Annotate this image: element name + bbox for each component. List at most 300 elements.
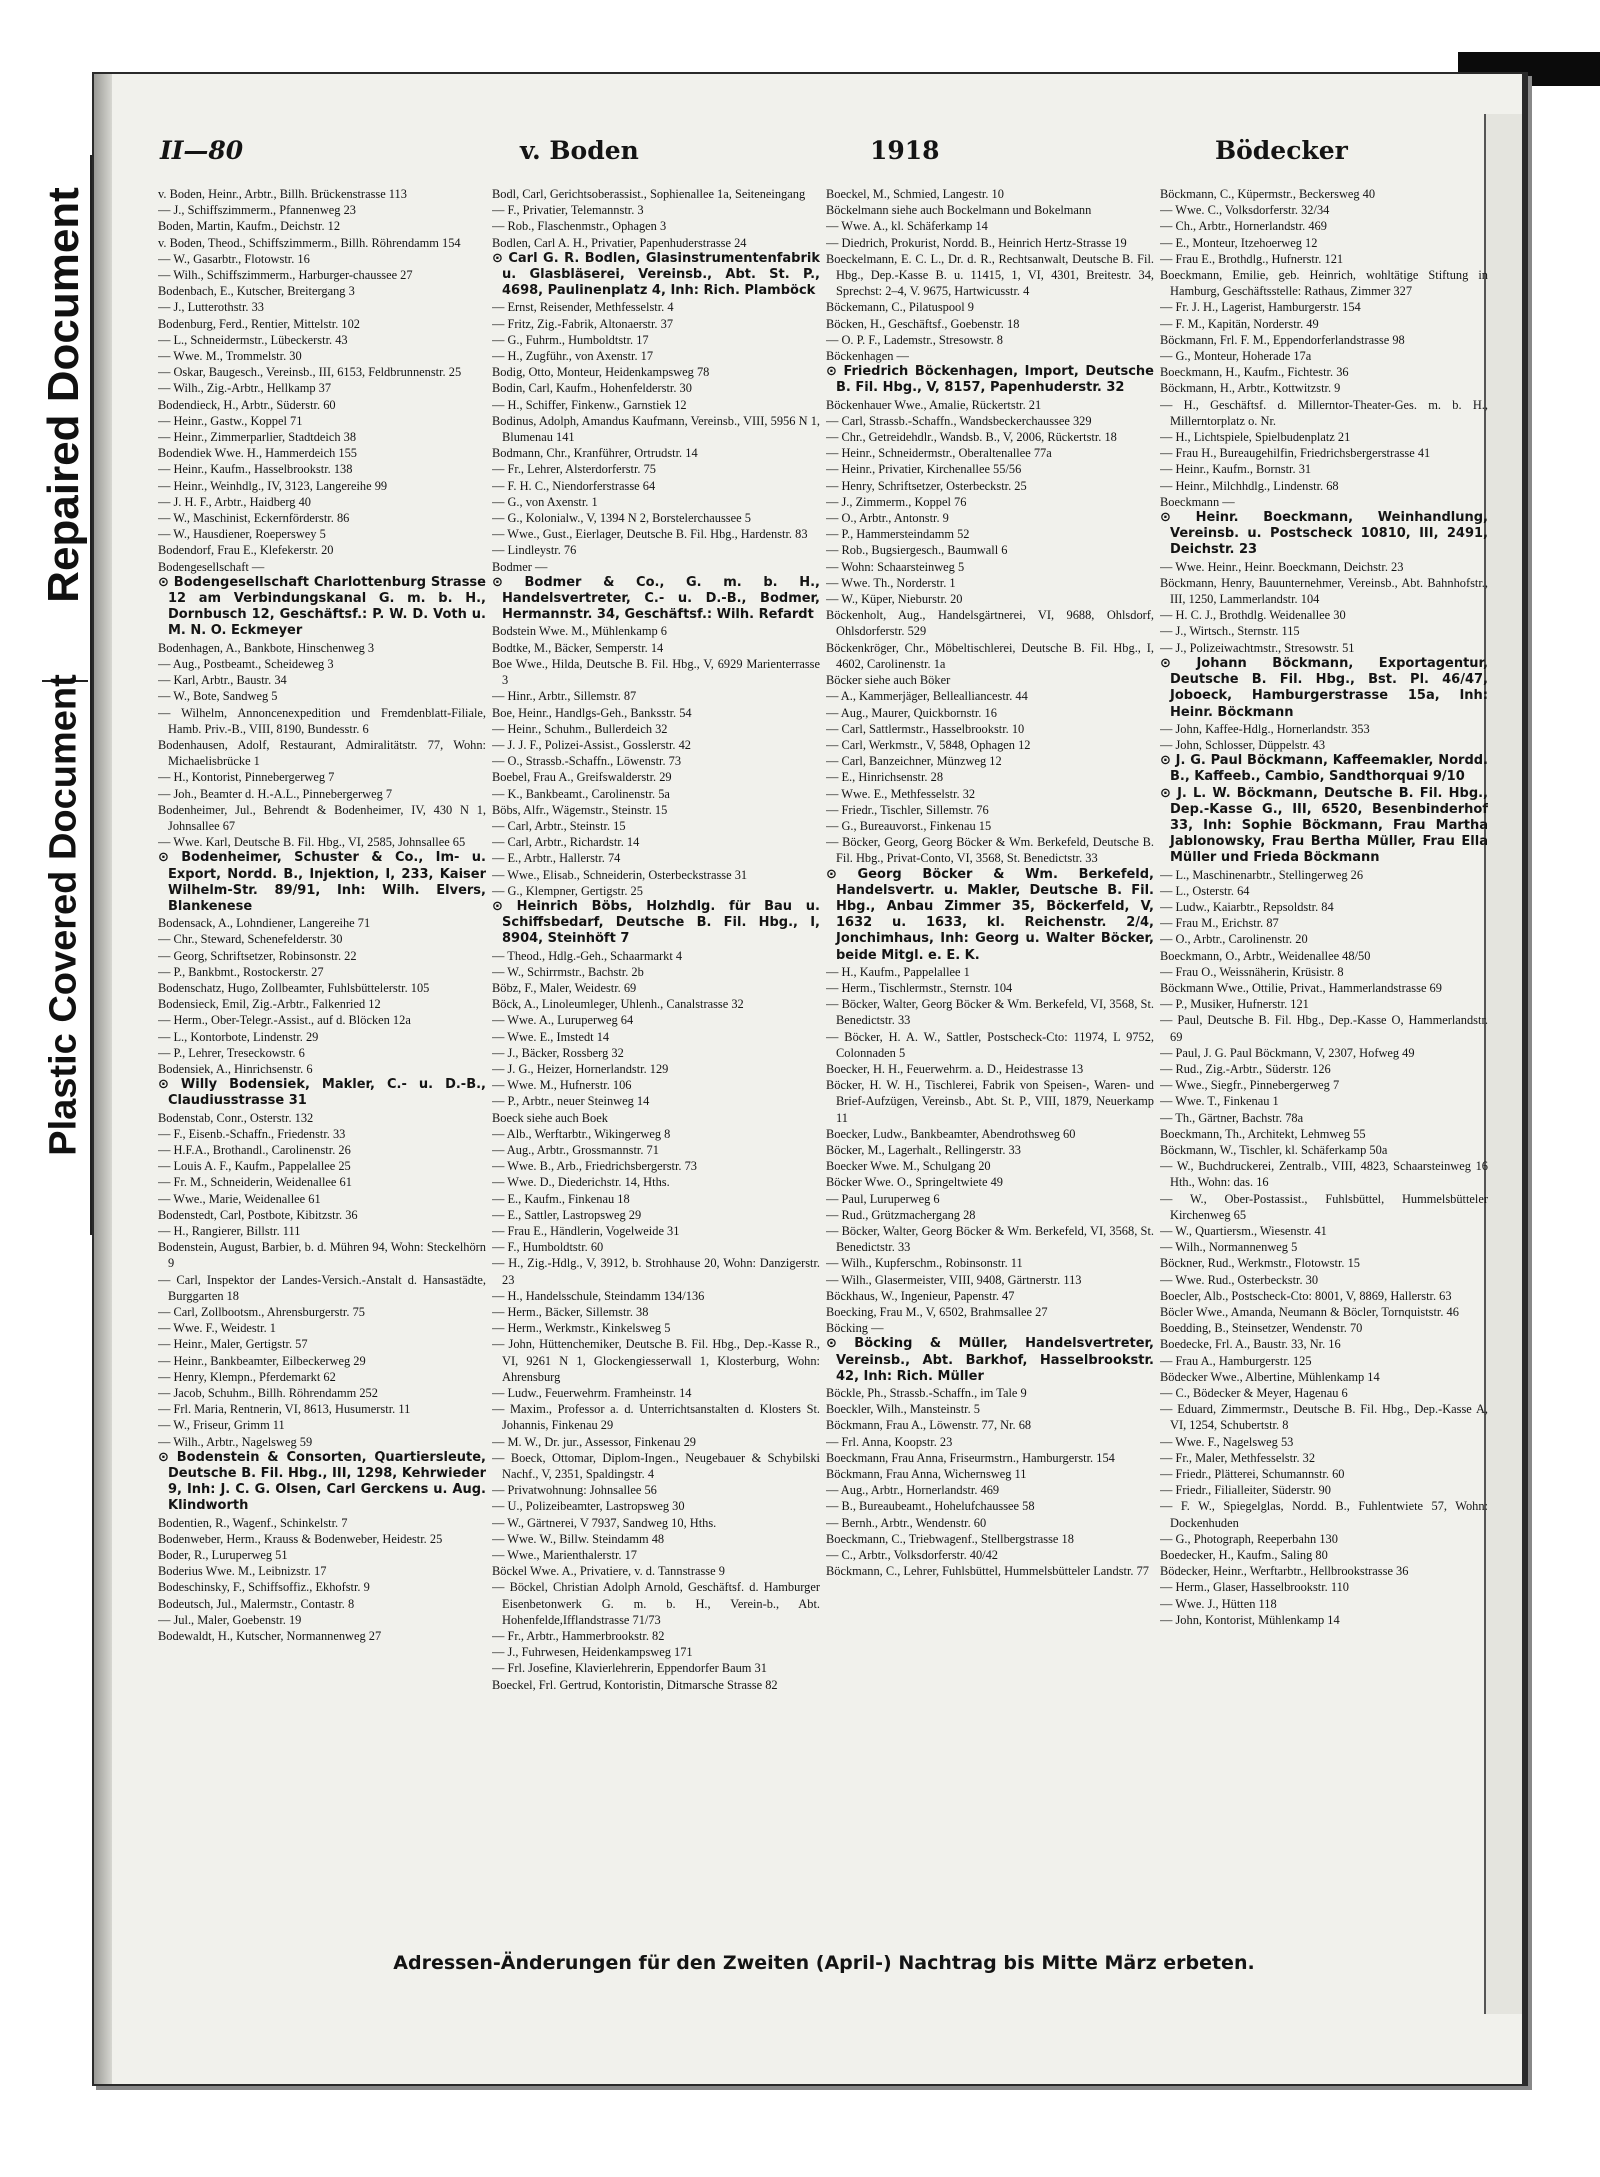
directory-entry: Bödecker Wwe., Albertine, Mühlenkamp 14: [1160, 1369, 1380, 1384]
directory-entry: — H., Zig.-Hdlg., V, 3912, b. Strohhause 20, Wohn: Danzigerstr. 23: [492, 1256, 820, 1287]
directory-entry: Boeckmann, Emilie, geb. Heinrich, wohltätige Stiftung in Hamburg, Geschäftsstelle: Rathaus, Zimmer 327: [1160, 268, 1488, 299]
directory-entry: — Wwe. M., Trommelstr. 30: [158, 349, 302, 364]
directory-entry: Bodenstein, August, Barbier, b. d. Mühren 94, Wohn: Steckelhörn 9: [158, 1240, 486, 1271]
directory-entry: Bodenheimer, Jul., Behrendt & Bodenheimer, IV, 430 N 1, Johnsallee 67: [158, 802, 486, 833]
directory-entry: — L., Osterstr. 64: [1160, 883, 1250, 898]
directory-entry: — Frl. Maria, Rentnerin, VI, 8613, Husumerstr. 11: [158, 1402, 411, 1417]
directory-entry: — Diedrich, Prokurist, Nordd. B., Heinrich Hertz-Strasse 19: [826, 235, 1127, 250]
directory-entry: Bodenbach, E., Kutscher, Breitergang 3: [158, 284, 355, 299]
directory-entry: — Aug., Postbeamt., Scheideweg 3: [158, 656, 334, 671]
directory-entry: — Fr. J. H., Lagerist, Hamburgerstr. 154: [1160, 300, 1361, 315]
directory-entry: — Hinr., Arbtr., Sillemstr. 87: [492, 689, 637, 704]
directory-entry: — H., Schiffer, Finkenw., Garnstiek 12: [492, 397, 687, 412]
directory-entry: — P., Musiker, Hufnerstr. 121: [1160, 997, 1309, 1012]
directory-entry: — Aug., Maurer, Quickbornstr. 16: [826, 705, 997, 720]
directory-entry: — W., Buchdruckerei, Zentralb., VIII, 4823, Schaarsteinweg 16 Hth., Wohn: das. 16: [1160, 1159, 1488, 1190]
directory-entry: — F. W., Spiegelglas, Nordd. B., Fuhlentwiete 57, Wohn: Dockenhuden: [1160, 1499, 1488, 1530]
directory-entry: Bodl, Carl, Gerichtsoberassist., Sophienallee 1a, Seiteneingang: [492, 187, 806, 201]
directory-entry: — Frau H., Bureaugehilfin, Friedrichsbergerstrasse 41: [1160, 446, 1431, 461]
directory-page: [92, 72, 1528, 2086]
directory-entry: — Karl, Arbtr., Baustr. 34: [158, 673, 287, 688]
directory-entry: Boden, Martin, Kaufm., Deichstr. 12: [158, 219, 341, 234]
directory-entry: — Heinr., Privatier, Kirchenallee 55/56: [826, 462, 1022, 477]
directory-entry: Böcking —: [826, 1321, 884, 1336]
directory-entry: — Wwe. F., Nagelsweg 53: [1160, 1434, 1294, 1449]
directory-entry: — J., Polizeiwachtmstr., Stresowstr. 51: [1160, 640, 1355, 655]
directory-entry: — G., Bureauvorst., Finkenau 15: [826, 818, 992, 833]
directory-entry: Bodensiek, A., Hinrichsenstr. 6: [158, 1061, 313, 1076]
directory-entry: — Herm., Glaser, Hasselbrookstr. 110: [1160, 1580, 1349, 1595]
directory-entry: — Wwe. A., kl. Schäferkamp 14: [826, 219, 988, 234]
directory-entry: — Wwe. Rud., Osterbeckstr. 30: [1160, 1272, 1319, 1287]
directory-entry: Boe, Heinr., Handlgs-Geh., Banksstr. 54: [492, 705, 692, 720]
directory-entry: — Heinr., Kaufm., Bornstr. 31: [1160, 462, 1312, 477]
directory-entry: — J., Lutterothstr. 33: [158, 300, 265, 315]
directory-entry: Böcker siehe auch Böker: [826, 673, 951, 688]
document-stamp: [38, 155, 92, 1235]
directory-entry: Boedding, B., Steinsetzer, Wendenstr. 70: [1160, 1321, 1363, 1336]
directory-entry: — Herm., Tischlermstr., Sternstr. 104: [826, 980, 1013, 995]
directory-entry: ⊙ Böcking & Müller, Handelsvertreter, Vereinsb., Abt. Barkhof, Hasselbrookstr. 42, Inh: Rich. Müller: [826, 1336, 1154, 1384]
directory-entry: Bodenstab, Conr., Osterstr. 132: [158, 1110, 314, 1125]
directory-entry: — E., Sattler, Lastropsweg 29: [492, 1207, 642, 1222]
directory-entry: — Heinr., Weinhdlg., IV, 3123, Langereihe 99: [158, 478, 388, 493]
directory-entry: Bodstein Wwe. M., Mühlenkamp 6: [492, 624, 667, 639]
directory-entry: ⊙ Bodengesellschaft Charlottenburg Strasse 12 am Verbindungskanal G. m. b. H., Dornbusch 12, Geschäftsf.: P. W. D. Voth u. M. N. O. Eckmeyer: [158, 574, 486, 639]
directory-entry: — W., Gärtnerei, V 7937, Sandweg 10, Hths.: [492, 1515, 717, 1530]
directory-entry: — P., Lehrer, Treseckowstr. 6: [158, 1045, 305, 1060]
directory-entry: — Oskar, Baugesch., Vereinsb., III, 6153, Feldbrunnenstr. 25: [158, 365, 462, 380]
directory-entry: — Ludw., Feuerwehrm. Framheinstr. 14: [492, 1386, 692, 1401]
directory-entry: Böcken, H., Geschäftsf., Goebenstr. 18: [826, 316, 1020, 331]
directory-entry: — Ernst, Reisender, Methfesselstr. 4: [492, 300, 674, 315]
directory-entry: ⊙ Johann Böckmann, Exportagentur, Deutsche B. Fil. Hbg., Bst. Pl. 46/47, Joboeck, Hamburgerstrasse 15a, Inh: Heinr. Böckmann: [1160, 655, 1488, 720]
directory-entry: Bodendieck, H., Arbtr., Süderstr. 60: [158, 397, 336, 412]
directory-entry: Böckmann Wwe., Ottilie, Privat., Hammerlandstrasse 69: [1160, 980, 1442, 995]
directory-entry: — John, Kaffee-Hdlg., Hornerlandstr. 353: [1160, 721, 1370, 736]
column-4: [1160, 186, 1488, 1936]
directory-entry: — Frau A., Hamburgerstr. 125: [1160, 1353, 1312, 1368]
directory-entry: Böcker Wwe. O., Springeltwiete 49: [826, 1175, 1003, 1190]
directory-entry: Böckel Wwe. A., Privatiere, v. d. Tannstrasse 9: [492, 1564, 725, 1579]
directory-entry: Boeckmann, Frau Anna, Friseurmstrn., Hamburgerstr. 154: [826, 1450, 1115, 1465]
directory-entry: — Wwe. W., Billw. Steindamm 48: [492, 1531, 665, 1546]
directory-entry: Bodeutsch, Jul., Malermstr., Contastr. 8: [158, 1596, 355, 1611]
directory-entry: — J., Bäcker, Rossberg 32: [492, 1045, 624, 1060]
directory-entry: — Carl, Banzeichner, Münzweg 12: [826, 754, 1002, 769]
column-3: [826, 186, 1154, 1936]
directory-entry: Bodewaldt, H., Kutscher, Normannenweg 27: [158, 1629, 382, 1644]
directory-entry: — John, Hüttenchemiker, Deutsche B. Fil. Hbg., Dep.-Kasse R., VI, 9261 N 1, Glockengiesserwall 1, Klosterburg, Wohn: Ahrensburg: [492, 1337, 820, 1384]
directory-entry: — Paul, J. G. Paul Böckmann, V, 2307, Hofweg 49: [1160, 1045, 1415, 1060]
directory-entry: — Wwe. C., Volksdorferstr. 32/34: [1160, 203, 1330, 218]
directory-entry: — W., Schirrmstr., Bachstr. 2b: [492, 964, 644, 979]
page-binding: [94, 74, 112, 2084]
directory-entry: Bodlen, Carl A. H., Privatier, Papenhuderstrasse 24: [492, 235, 747, 250]
directory-entry: Boecking, Frau M., V, 6502, Brahmsallee 27: [826, 1305, 1048, 1320]
next-page-edge: [1484, 114, 1522, 2014]
directory-entry: — Heinr., Bankbeamter, Eilbeckerweg 29: [158, 1353, 366, 1368]
directory-entry: — G., Kolonialw., V, 1394 N 2, Borstelerchaussee 5: [492, 511, 751, 526]
directory-entry: — Maxim., Professor a. d. Unterrichtsanstalten d. Klosters St. Johannis, Finkenau 29: [492, 1402, 820, 1433]
directory-entry: — J. J. F., Polizei-Assist., Gosslerstr. 42: [492, 737, 691, 752]
directory-entry: Böckmann, Frl. F. M., Eppendorferlandstrasse 98: [1160, 332, 1405, 347]
page-number: II—80: [160, 136, 244, 165]
directory-entry: ⊙ J. G. Paul Böckmann, Kaffeemakler, Nordd. B., Kaffeeb., Cambio, Sandthorquai 9/10: [1160, 753, 1488, 785]
directory-entry: — J. G., Heizer, Hornerlandstr. 129: [492, 1061, 669, 1076]
directory-entry: — Rob., Bugsiergesch., Baumwall 6: [826, 543, 1008, 558]
directory-entry: — Wwe. D., Diederichstr. 14, Hths.: [492, 1175, 670, 1190]
directory-entry: — Lindleystr. 76: [492, 543, 577, 558]
directory-entry: Bodengesellschaft —: [158, 559, 265, 574]
header-first-keyword: v. Boden: [520, 136, 639, 165]
directory-entry: Boeckmann, H., Kaufm., Fichtestr. 36: [1160, 365, 1349, 380]
directory-entry: Bodensieck, Emil, Zig.-Arbtr., Falkenried 12: [158, 997, 381, 1012]
directory-entry: Boebel, Frau A., Greifswalderstr. 29: [492, 770, 672, 785]
directory-entry: Boeckmann —: [1160, 494, 1235, 509]
directory-entry: Boecker Wwe. M., Schulgang 20: [826, 1159, 991, 1174]
directory-entry: Boderius Wwe. M., Leibnizstr. 17: [158, 1564, 327, 1579]
directory-entry: — Herm., Bäcker, Sillemstr. 38: [492, 1305, 649, 1320]
directory-entry: — J. H. F., Arbtr., Haidberg 40: [158, 494, 311, 509]
directory-entry: Böcler Wwe., Amanda, Neumann & Böcler, Tornquiststr. 46: [1160, 1305, 1459, 1320]
directory-entry: — O. P. F., Lademstr., Stresowstr. 8: [826, 332, 1003, 347]
directory-entry: Bodenburg, Ferd., Rentier, Mittelstr. 102: [158, 316, 360, 331]
directory-entry: Bodin, Carl, Kaufm., Hohenfelderstr. 30: [492, 381, 692, 396]
directory-entry: ⊙ Carl G. R. Bodlen, Glasinstrumentenfabrik u. Glasbläserei, Vereinsb., Abt. St. P., 4698, Paulinenplatz 4, Inh: Rich. Plamböck: [492, 250, 820, 299]
directory-entry: — Frau M., Erichstr. 87: [1160, 916, 1279, 931]
directory-entry: — E., Kaufm., Finkenau 18: [492, 1191, 630, 1206]
directory-entry: ⊙ Heinrich Böbs, Holzhdlg. für Bau u. Schiffsbedarf, Deutsche B. Fil. Hbg., I, 8904, Steinhöft 7: [492, 898, 820, 947]
directory-entry: Bodmer —: [492, 559, 548, 574]
directory-entry: — P., Arbtr., neuer Steinweg 14: [492, 1094, 650, 1109]
directory-entry: — Carl, Arbtr., Richardstr. 14: [492, 835, 640, 850]
directory-entry: — G., Photograph, Reeperbahn 130: [1160, 1531, 1338, 1546]
directory-entry: Boeck siehe auch Boek: [492, 1110, 608, 1125]
directory-entry: — Rob., Flaschenmstr., Ophagen 3: [492, 219, 667, 234]
directory-entry: — K., Bankbeamt., Carolinenstr. 5a: [492, 786, 670, 801]
directory-entry: — E., Arbtr., Hallerstr. 74: [492, 851, 621, 866]
directory-entry: ⊙ Georg Böcker & Wm. Berkefeld, Handelsvertr. u. Makler, Deutsche B. Fil. Hbg., Anbau Zimmer 35, Böckerfeld, V, 1632 u. 1633, kl. Reichenstr. 2/4, Jonchimhaus, Inh: Georg u. Walter Böcker, beide Mitgl. e. E. K.: [826, 866, 1154, 963]
directory-entry: — O., Arbtr., Carolinenstr. 20: [1160, 932, 1308, 947]
directory-entry: — W., Küper, Nieburstr. 20: [826, 592, 963, 607]
directory-entry: — Wwe., Gust., Eierlager, Deutsche B. Fil. Hbg., Hardenstr. 83: [492, 527, 808, 542]
directory-entry: Bodenhagen, A., Bankbote, Hinschenweg 3: [158, 640, 375, 655]
directory-entry: — A., Kammerjäger, Bellealliancestr. 44: [826, 689, 1028, 704]
directory-entry: — J., Wirtsch., Sternstr. 115: [1160, 624, 1300, 639]
directory-entry: — Theod., Hdlg.-Geh., Schaarmarkt 4: [492, 948, 683, 963]
directory-entry: — Frau O., Weissnäherin, Krüsistr. 8: [1160, 964, 1344, 979]
directory-entry: — H., Geschäftsf. d. Millerntor-Theater-Ges. m. b. H., Millerntorplatz o. Nr.: [1160, 397, 1488, 428]
directory-entry: — W., Hausdiener, Roeperswey 5: [158, 527, 326, 542]
directory-entry: — F., Eisenb.-Schaffn., Friedenstr. 33: [158, 1126, 346, 1141]
directory-entry: — Th., Gärtner, Bachstr. 78a: [1160, 1110, 1304, 1125]
directory-entry: — Jul., Maler, Goebenstr. 19: [158, 1612, 302, 1627]
directory-entry: — Heinr., Maler, Gertigstr. 57: [158, 1337, 308, 1352]
directory-entry: ⊙ Friedrich Böckenhagen, Import, Deutsche B. Fil. Hbg., V, 8157, Papenhuderstr. 32: [826, 364, 1154, 396]
directory-entry: — Böcker, Walter, Georg Böcker & Wm. Berkefeld, VI, 3568, St. Benedictstr. 33: [826, 997, 1154, 1028]
directory-entry: — Boeck, Ottomar, Diplom-Ingen., Neugebauer & Schybilski Nachf., V, 2351, Spaldingstr. 4: [492, 1450, 820, 1482]
directory-entry: Bödecker, Heinr., Werftarbtr., Hellbrookstrasse 36: [1160, 1564, 1409, 1579]
directory-entry: — Böcker, H. A. W., Sattler, Postscheck-Cto: 11974, L 9752, Colonnaden 5: [826, 1029, 1154, 1060]
directory-entry: Bodtke, M., Bäcker, Semperstr. 14: [492, 640, 664, 655]
directory-entry: Böckmann, Henry, Bauunternehmer, Vereinsb., Abt. Bahnhofstr., III, 1250, Lammerlandstr. 104: [1160, 575, 1488, 607]
directory-entry: Bodendiek Wwe. H., Hammerdeich 155: [158, 446, 358, 461]
directory-entry: Boder, R., Luruperweg 51: [158, 1548, 288, 1563]
directory-entry: — Alb., Werftarbtr., Wikingerweg 8: [492, 1126, 671, 1141]
directory-entry: — Heinr., Gastw., Koppel 71: [158, 413, 303, 428]
directory-entry: Böckemann, C., Pilatuspool 9: [826, 300, 974, 315]
directory-entry: ⊙ Willy Bodensiek, Makler, C.- u. D.-B., Claudiusstrasse 31: [158, 1077, 486, 1109]
directory-entry: — G., Monteur, Hoherade 17a: [1160, 349, 1312, 364]
directory-entry: — Wwe. Karl, Deutsche B. Fil. Hbg., VI, 2585, Johnsallee 65: [158, 835, 466, 850]
directory-entry: — Carl, Arbtr., Steinstr. 15: [492, 818, 626, 833]
directory-entry: — W., Friseur, Grimm 11: [158, 1418, 285, 1433]
directory-entry: — W., Maschinist, Eckernförderstr. 86: [158, 511, 350, 526]
directory-entry: — F., Privatier, Telemannstr. 3: [492, 203, 644, 218]
directory-entry: — B., Bureaubeamt., Hohelufchaussee 58: [826, 1499, 1035, 1514]
directory-entry: — E., Monteur, Itzehoerweg 12: [1160, 235, 1318, 250]
directory-entry: — H.F.A., Brothandl., Carolinenstr. 26: [158, 1142, 351, 1157]
directory-entry: — Frl. Josefine, Klavierlehrerin, Eppendorfer Baum 31: [492, 1661, 767, 1676]
directory-entry: — H., Zugführ., von Axenstr. 17: [492, 349, 654, 364]
directory-entry: — H. C. J., Brothdlg. Weidenallee 30: [1160, 608, 1346, 623]
directory-entry: ⊙ Heinr. Boeckmann, Weinhandlung, Vereinsb. u. Postscheck 10810, III, 2491, Deichstr. 23: [1160, 510, 1488, 558]
directory-entry: v. Boden, Theod., Schiffszimmerm., Billh. Röhrendamm 154: [158, 235, 461, 250]
directory-entry: — Wilh., Arbtr., Nagelsweg 59: [158, 1434, 313, 1449]
page-header: [160, 136, 1470, 176]
directory-entry: — Aug., Arbtr., Hornerlandstr. 469: [826, 1483, 1000, 1498]
directory-entry: — Privatwohnung: Johnsallee 56: [492, 1483, 657, 1498]
directory-entry: Bodeschinsky, F., Schiffsoffiz., Ekhofstr. 9: [158, 1580, 370, 1595]
directory-entry: — Carl, Strassb.-Schaffn., Wandsbeckerchaussee 329: [826, 413, 1092, 428]
directory-entry: — G., Klempner, Gertigstr. 25: [492, 883, 643, 898]
directory-entry: — H., Rangierer, Billstr. 111: [158, 1224, 301, 1238]
directory-entry: — Wilh., Schiffszimmerm., Harburger-chaussee 27: [158, 268, 413, 283]
directory-entry: Böckmann, H., Arbtr., Kottwitzstr. 9: [1160, 381, 1341, 396]
directory-entry: — Wwe. E., Methfesselstr. 32: [826, 786, 976, 801]
directory-entry: Böckhaus, W., Ingenieur, Papenstr. 47: [826, 1288, 1015, 1303]
directory-entry: Bodentien, R., Wagenf., Schinkelstr. 7: [158, 1515, 348, 1530]
directory-entry: ⊙ Bodmer & Co., G. m. b. H., Handelsvertreter, C.- u. D.-B., Bodmer, Hermannstr. 34, Geschäftsf.: Wilh. Refardt: [492, 574, 820, 623]
directory-entry: Bodenhausen, Adolf, Restaurant, Admiralitätstr. 77, Wohn: Michaelisbrücke 1: [158, 737, 486, 769]
directory-entry: Böckenhauer Wwe., Amalie, Rückertstr. 21: [826, 397, 1042, 412]
header-last-keyword: Bödecker: [1215, 136, 1348, 165]
plastic-covered-label: Plastic Covered Document: [42, 674, 85, 1156]
directory-entry: — Wwe. J., Hütten 118: [1160, 1596, 1277, 1611]
directory-entry: — J., Fuhrwesen, Heidenkampsweg 171: [492, 1645, 693, 1660]
directory-entry: — Heinr., Kaufm., Hasselbrookstr. 138: [158, 462, 353, 477]
directory-entry: Boecler, Alb., Postscheck-Cto: 8001, V, 8869, Hallerstr. 63: [1160, 1288, 1452, 1303]
directory-entry: ⊙ J. L. W. Böckmann, Deutsche B. Fil. Hbg., Dep.-Kasse G., III, 6520, Besenbinderhof 33, Inh: Sophie Böckmann, Frau Martha Jablonowsky, Frau Bertha Müller, Frau Ella Müller und Frieda Böckmann: [1160, 785, 1488, 866]
directory-entry: — Rud., Grützmachergang 28: [826, 1207, 976, 1222]
directory-entry: — Aug., Arbtr., Grossmannstr. 71: [492, 1142, 659, 1157]
directory-entry: — F. H. C., Niendorferstrasse 64: [492, 478, 656, 493]
directory-entry: Bodmann, Chr., Kranführer, Ortrudstr. 14: [492, 446, 698, 461]
directory-entry: — Wwe., Siegfr., Pinnebergerweg 7: [1160, 1078, 1340, 1093]
directory-entry: — Rud., Zig.-Arbtr., Süderstr. 126: [1160, 1061, 1331, 1076]
directory-entry: — Wohn: Schaarsteinweg 5: [826, 559, 965, 574]
directory-entry: — E., Hinrichsenstr. 28: [826, 770, 944, 785]
directory-entry: — Wilh., Normannenweg 5: [1160, 1240, 1298, 1255]
directory-entry: — Wwe., Marie, Weidenallee 61: [158, 1191, 321, 1206]
directory-entry: — Carl, Sattlermstr., Hasselbrookstr. 10: [826, 721, 1025, 736]
directory-entry: Boe Wwe., Hilda, Deutsche B. Fil. Hbg., V, 6929 Marienterrasse 3: [492, 656, 820, 688]
directory-entry: Boeckelmann, E. C. L., Dr. d. R., Rechtsanwalt, Deutsche B. Fil. Hbg., Dep.-Kasse B. u. 11415, 1, VI, 4301, Breitestr. 34, Sprechst: 2–4, V. 9675, Hartwicusstr. 4: [826, 251, 1154, 299]
directory-entry: — Chr., Steward, Schenefelderstr. 30: [158, 932, 343, 947]
directory-entry: — G., Fuhrm., Humboldtstr. 17: [492, 332, 649, 347]
directory-entry: Boecker, H. H., Feuerwehrm. a. D., Heidestrasse 13: [826, 1061, 1084, 1076]
directory-entry: — Fritz, Zig.-Fabrik, Altonaerstr. 37: [492, 316, 674, 331]
directory-entry: Bodinus, Adolph, Amandus Kaufmann, Vereinsb., VIII, 5956 N 1, Blumenau 141: [492, 413, 820, 445]
directory-entry: Böckmann, C., Küpermstr., Beckersweg 40: [1160, 187, 1376, 201]
directory-entry: — F. M., Kapitän, Norderstr. 49: [1160, 316, 1319, 331]
directory-entry: — Heinr., Milchhdlg., Lindenstr. 68: [1160, 478, 1339, 493]
directory-entry: Bodensack, A., Lohndiener, Langereihe 71: [158, 916, 371, 931]
directory-entry: — Georg, Schriftsetzer, Robinsonstr. 22: [158, 948, 357, 963]
directory-entry: — Friedr., Plätterei, Schumannstr. 60: [1160, 1467, 1345, 1482]
directory-entry: — Wilh., Zig.-Arbtr., Hellkamp 37: [158, 381, 332, 396]
directory-entry: Böckelmann siehe auch Bockelmann und Bokelmann: [826, 203, 1092, 218]
directory-entry: — Wwe., Elisab., Schneiderin, Osterbeckstrasse 31: [492, 867, 748, 882]
directory-entry: Böckenhagen —: [826, 349, 909, 364]
directory-entry: Böckmann, Frau A., Löwenstr. 77, Nr. 68: [826, 1418, 1032, 1433]
directory-entry: — W., Bote, Sandweg 5: [158, 689, 278, 704]
directory-entry: — Friedr., Filialleiter, Süderstr. 90: [1160, 1483, 1331, 1498]
directory-entry: — H., Lichtspiele, Spielbudenplatz 21: [1160, 430, 1351, 445]
directory-entry: — Bernh., Arbtr., Wendenstr. 60: [826, 1515, 987, 1530]
directory-entry: — Ch., Arbtr., Hornerlandstr. 469: [1160, 219, 1327, 234]
directory-entry: — J., Zimmerm., Koppel 76: [826, 494, 967, 509]
directory-entry: Böckle, Ph., Strassb.-Schaffn., im Tale 9: [826, 1386, 1027, 1401]
directory-entry: — Paul, Luruperweg 6: [826, 1191, 940, 1206]
directory-entry: — W., Gasarbtr., Flotowstr. 16: [158, 251, 310, 266]
directory-entry: — H., Handelsschule, Steindamm 134/136: [492, 1288, 705, 1303]
directory-entry: Bodenstedt, Carl, Postbote, Kibitzstr. 36: [158, 1207, 358, 1222]
directory-entry: Boedecke, Frl. A., Baustr. 33, Nr. 16: [1160, 1337, 1341, 1352]
directory-entry: — Wilh., Glasermeister, VIII, 9408, Gärtnerstr. 113: [826, 1272, 1082, 1287]
directory-entry: — Frl. Anna, Koopstr. 23: [826, 1434, 953, 1449]
directory-entry: — O., Arbtr., Antonstr. 9: [826, 511, 949, 526]
directory-entry: Bodendorf, Frau E., Klefekerstr. 20: [158, 543, 334, 558]
directory-entry: — O., Strassb.-Schaffn., Löwenstr. 73: [492, 754, 682, 769]
directory-entry: Boedecker, H., Kaufm., Saling 80: [1160, 1548, 1328, 1563]
directory-entry: — Herm., Ober-Telegr.-Assist., auf d. Blöcken 12a: [158, 1013, 411, 1028]
directory-entry: — Wwe. T., Finkenau 1: [1160, 1094, 1279, 1109]
directory-entry: — Böckel, Christian Adolph Arnold, Geschäftsf. d. Hamburger Eisenbetonwerk G. m. b. H., Verein-b., Abt. Hohenfelde,Ifflandstrasse 71/73: [492, 1580, 820, 1627]
directory-entry: Böcker, H. W. H., Tischlerei, Fabrik von Speisen-, Waren- und Brief-Aufzügen, Vereinsb., Abt. St. P., VIII, 1879, Neuerkamp 11: [826, 1078, 1154, 1125]
directory-entry: Böckenholt, Aug., Handelsgärtnerei, VI, 9688, Ohlsdorf, Ohlsdorferstr. 529: [826, 608, 1154, 639]
directory-entry: Bodenweber, Herm., Krauss & Bodenweber, Heidestr. 25: [158, 1531, 443, 1546]
directory-entry: — L., Schneidermstr., Lübeckerstr. 43: [158, 332, 348, 347]
directory-entry: — W., Ober-Postassist., Fuhlsbüttel, Hummelsbütteler Kirchenweg 65: [1160, 1191, 1488, 1222]
directory-entry: Boeckmann, O., Arbtr., Weidenallee 48/50: [1160, 948, 1371, 963]
directory-entry: Bodig, Otto, Monteur, Heidenkampsweg 78: [492, 365, 710, 380]
column-1: [158, 186, 486, 1936]
directory-entry: Böck, A., Linoleumleger, Uhlenh., Canalstrasse 32: [492, 997, 744, 1012]
directory-entry: ⊙ Bodenstein & Consorten, Quartiersleute, Deutsche B. Fil. Hbg., III, 1298, Kehrwieder 9, Inh: J. C. G. Olsen, Carl Gerckens u. Aug. Klindworth: [158, 1449, 486, 1514]
directory-entry: Boeckler, Wilh., Mansteinstr. 5: [826, 1402, 980, 1417]
column-2: [492, 186, 820, 1936]
directory-entry: — P., Bankbmt., Rostockerstr. 27: [158, 964, 324, 979]
directory-entry: Böckenkröger, Chr., Möbeltischlerei, Deutsche B. Fil. Hbg., I, 4602, Carolinenstr. 1a: [826, 640, 1154, 671]
directory-entry: v. Boden, Heinr., Arbtr., Billh. Brückenstrasse 113: [158, 187, 407, 201]
directory-entry: — Wwe. B., Arb., Friedrichsbergerstr. 73: [492, 1159, 697, 1174]
directory-entry: — Frau E., Händlerin, Vogelweide 31: [492, 1224, 680, 1238]
directory-entry: — Wwe. A., Luruperweg 64: [492, 1013, 634, 1028]
directory-entry: — Heinr., Schneidermstr., Oberaltenallee 77a: [826, 446, 1052, 461]
directory-entry: — Friedr., Tischler, Sillemstr. 76: [826, 802, 989, 817]
footer-notice: Adressen-Änderungen für den Zweiten (April-) Nachtrag bis Mitte März erbeten.: [393, 1952, 1255, 1974]
directory-entry: Boecker, Ludw., Bankbeamter, Abendrothsweg 60: [826, 1126, 1076, 1141]
directory-entry: — F., Humboldtstr. 60: [492, 1240, 604, 1255]
directory-entry: — John, Kontorist, Mühlenkamp 14: [1160, 1612, 1340, 1627]
directory-entry: — Fr. M., Schneiderin, Weidenallee 61: [158, 1175, 352, 1190]
directory-entry: — Joh., Beamter d. H.-A.L., Pinnebergerweg 7: [158, 786, 393, 801]
directory-entry: — Fr., Arbtr., Hammerbrookstr. 82: [492, 1629, 665, 1644]
directory-entry: — Chr., Getreidehdlr., Wandsb. B., V, 2006, Rückertstr. 18: [826, 430, 1117, 445]
directory-entry: Boeckmann, Th., Architekt, Lehmweg 55: [1160, 1126, 1366, 1141]
directory-entry: — Fr., Maler, Methfesselstr. 32: [1160, 1450, 1316, 1465]
directory-entry: Böckner, Rud., Werkmstr., Flotowstr. 15: [1160, 1256, 1360, 1271]
directory-entry: — Fr., Lehrer, Alsterdorferstr. 75: [492, 462, 656, 477]
directory-entry: — U., Polizeibeamter, Lastropsweg 30: [492, 1499, 685, 1514]
directory-entry: Boeckel, Frl. Gertrud, Kontoristin, Ditmarsche Strasse 82: [492, 1677, 778, 1692]
directory-entry: Böckmann, Frau Anna, Wichernsweg 11: [826, 1467, 1027, 1482]
directory-entry: — Jacob, Schuhm., Billh. Röhrendamm 252: [158, 1386, 378, 1401]
directory-entry: — Wwe. F., Weidestr. 1: [158, 1321, 277, 1336]
directory-entry: — Böcker, Walter, Georg Böcker & Wm. Berkefeld, VI, 3568, St. Benedictstr. 33: [826, 1224, 1154, 1255]
directory-entry: — C., Arbtr., Volksdorferstr. 40/42: [826, 1548, 998, 1563]
directory-entry: — Wilhelm, Annoncenexpedition und Fremdenblatt-Filiale, Hamb. Priv.-B., VIII, 8190, Bundesstr. 6: [158, 705, 486, 736]
directory-entry: — G., von Axenstr. 1: [492, 494, 598, 509]
directory-entry: — Herm., Werkmstr., Kinkelsweg 5: [492, 1321, 671, 1336]
directory-entry: Böbz, F., Maler, Weidestr. 69: [492, 980, 637, 995]
directory-entry: Böckmann, C., Lehrer, Fuhlsbüttel, Hummelsbütteler Landstr. 77: [826, 1564, 1149, 1579]
directory-entry: — Carl, Zollbootsm., Ahrensburgerstr. 75: [158, 1305, 365, 1320]
directory-entry: — M. W., Dr. jur., Assessor, Finkenau 29: [492, 1434, 696, 1449]
directory-entry: — Eduard, Zimmermstr., Deutsche B. Fil. Hbg., Dep.-Kasse A, VI, 1254, Schubertstr. 8: [1160, 1402, 1488, 1433]
directory-entry: — Heinr., Schuhm., Bullerdeich 32: [492, 721, 668, 736]
directory-entry: — Carl, Inspektor der Landes-Versich.-Anstalt d. Hansastädte, Burggarten 18: [158, 1272, 486, 1303]
directory-entry: — C., Bödecker & Meyer, Hagenau 6: [1160, 1386, 1348, 1401]
directory-entry: — Henry, Klempn., Pferdemarkt 62: [158, 1369, 336, 1384]
directory-entry: — P., Hammersteindamm 52: [826, 527, 970, 542]
directory-entry: — Frau E., Brothdlg., Hufnerstr. 121: [1160, 251, 1344, 266]
directory-entry: — Wwe. E., Imstedt 14: [492, 1029, 610, 1044]
directory-entry: — Ludw., Kaiarbtr., Repsoldstr. 84: [1160, 899, 1334, 914]
directory-entry: — Wwe., Marienthalerstr. 17: [492, 1548, 637, 1563]
directory-entry: — H., Kaufm., Pappelallee 1: [826, 964, 970, 979]
directory-entry: — Böcker, Georg, Georg Böcker & Wm. Berkefeld, Deutsche B. Fil. Hbg., Privat-Conto, VI, 3568, St. Benedictstr. 33: [826, 835, 1154, 866]
directory-entry: — H., Kontorist, Pinnebergerweg 7: [158, 770, 335, 785]
directory-entry: Boeckel, M., Schmied, Langestr. 10: [826, 187, 1004, 201]
directory-entry: Böcker, M., Lagerhalt., Rellingerstr. 33: [826, 1142, 1021, 1157]
directory-entry: — John, Schlosser, Düppelstr. 43: [1160, 737, 1326, 752]
repaired-document-label: Repaired Document: [39, 187, 88, 603]
directory-entry: Böbs, Alfr., Wägemstr., Steinstr. 15: [492, 802, 668, 817]
directory-entry: — W., Quartiersm., Wiesenstr. 41: [1160, 1224, 1327, 1238]
directory-entry: — Carl, Werkmstr., V, 5848, Ophagen 12: [826, 737, 1031, 752]
directory-entry: Böckmann, W., Tischler, kl. Schäferkamp 50a: [1160, 1142, 1388, 1157]
directory-entry: Bodenschatz, Hugo, Zollbeamter, Fuhlsbüttelerstr. 105: [158, 980, 430, 995]
directory-entry: — Wwe. M., Hufnerstr. 106: [492, 1078, 632, 1093]
directory-entry: Boeckmann, C., Triebwagenf., Stellbergstrasse 18: [826, 1531, 1074, 1546]
directory-entry: — Louis A. F., Kaufm., Pappelallee 25: [158, 1159, 351, 1174]
directory-entry: — L., Kontorbote, Lindenstr. 29: [158, 1029, 319, 1044]
directory-entry: — Wwe. Th., Norderstr. 1: [826, 575, 956, 590]
directory-entry: — Wwe. Heinr., Heinr. Boeckmann, Deichstr. 23: [1160, 559, 1404, 574]
